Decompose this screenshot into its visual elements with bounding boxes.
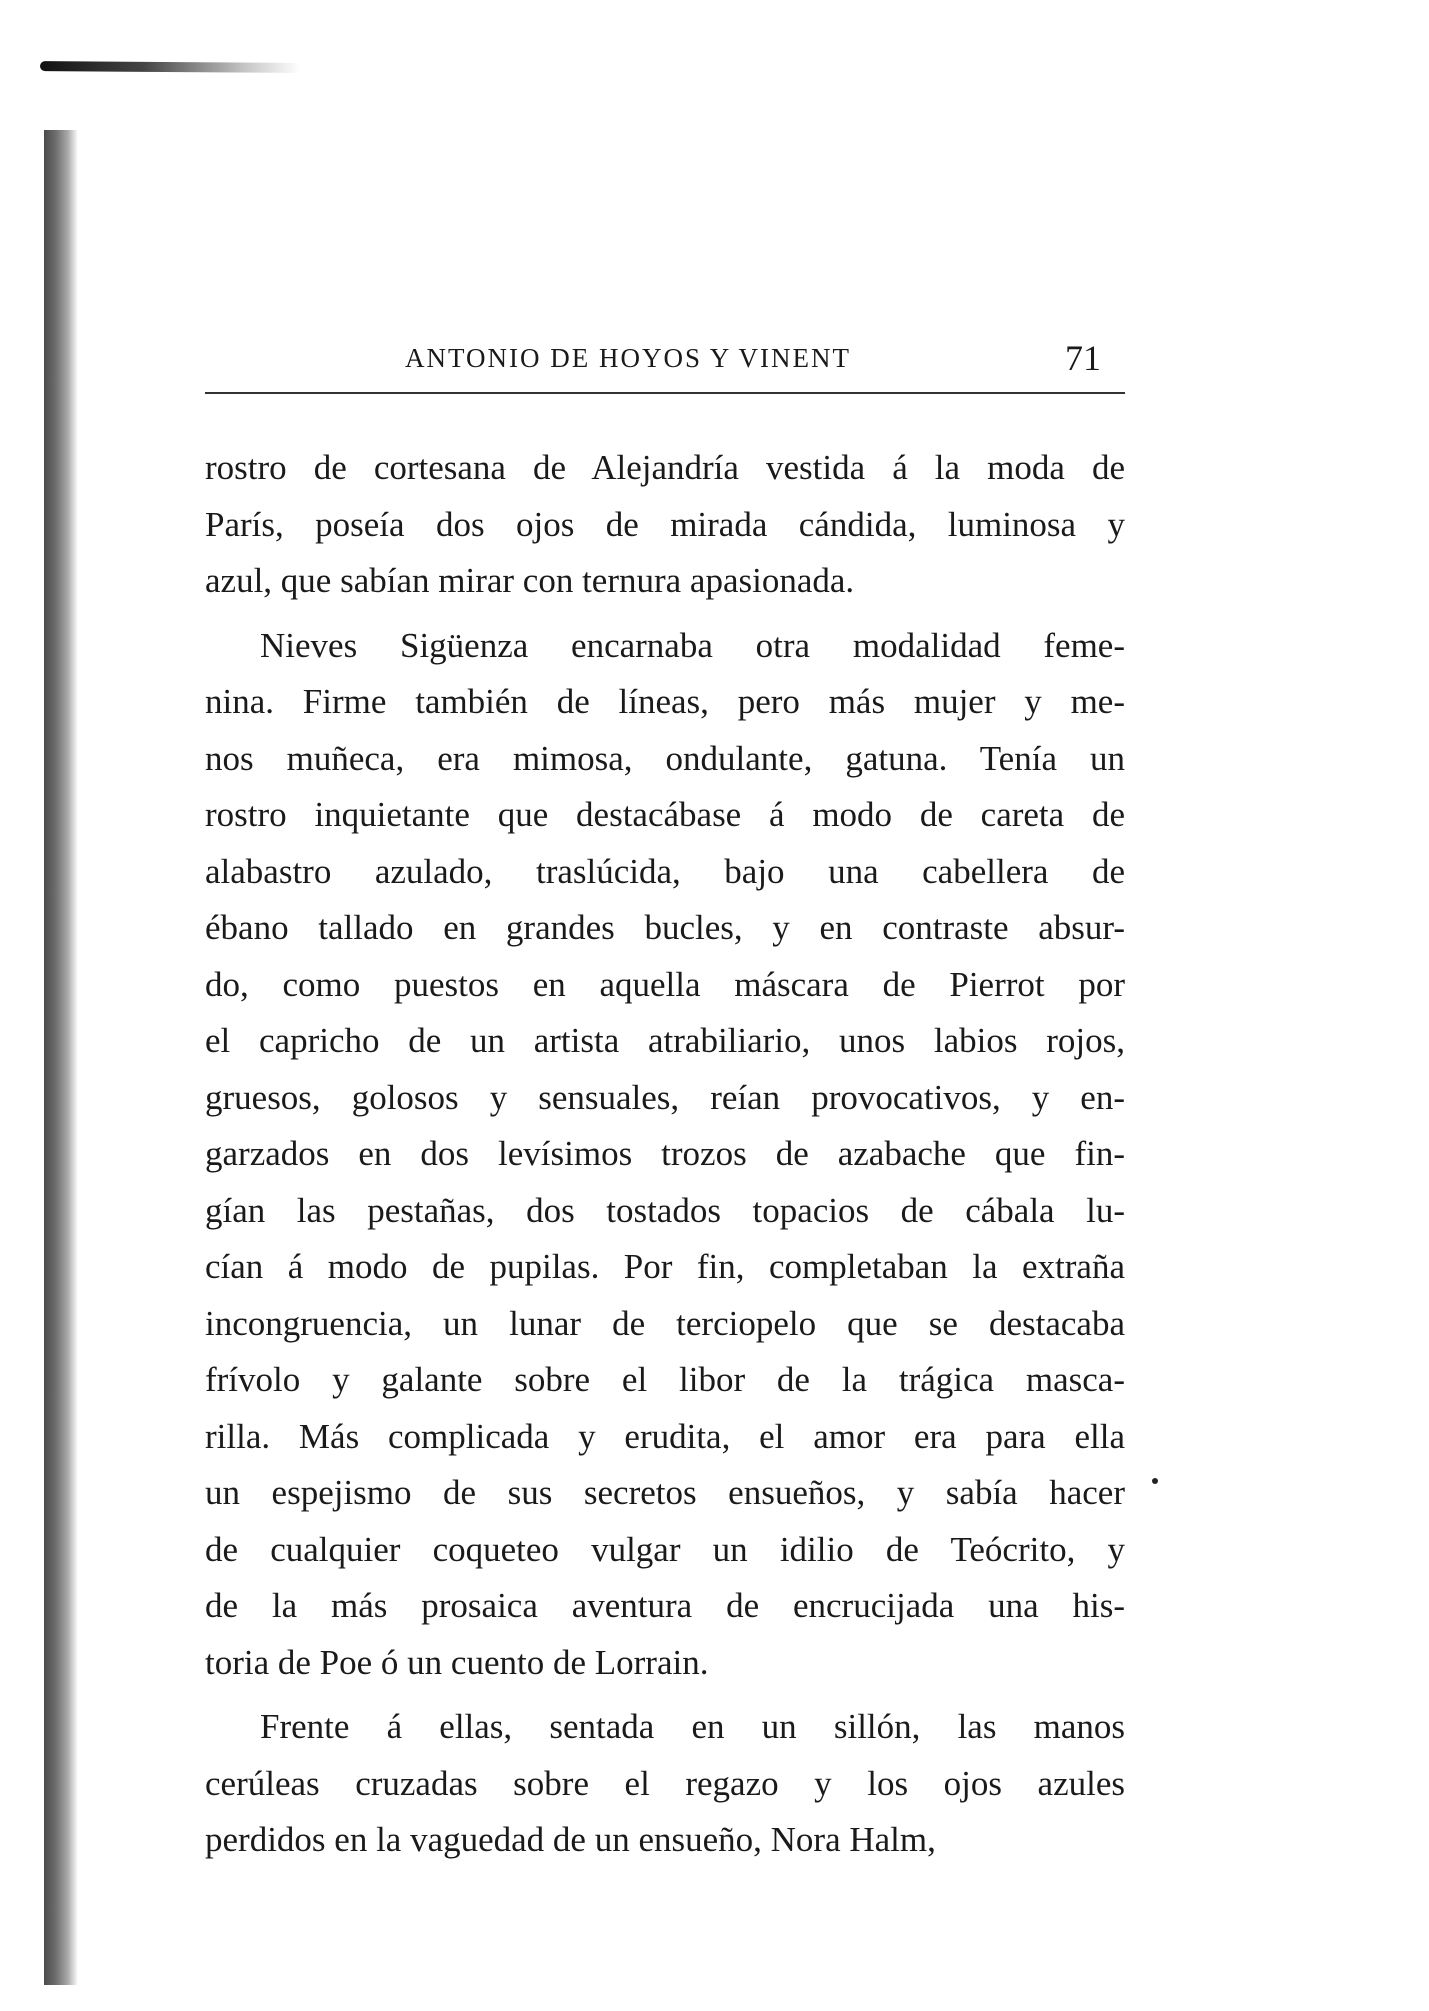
text-line: cían á modo de pupilas. Por fin, completaban la extraña [205,1247,1125,1286]
text-line: azul, que sabían mirar con ternura apasionada. [205,561,855,600]
paragraph [205,618,1125,1692]
text-line: gían las pestañas, dos tostados topacios de cábala lu- [205,1190,1125,1230]
ink-speck [1152,1478,1158,1484]
text-line: de cualquier coqueteo vulgar un idilio de Teócrito, y [205,1529,1125,1569]
text-line: frívolo y galante sobre el libor de la trágica masca- [205,1360,1125,1399]
running-title: ANTONIO DE HOYOS Y VINENT [405,343,851,373]
text-line: nina. Firme también de líneas, pero más mujer y me- [205,682,1125,721]
text-line: incongruencia, un lunar de terciopelo que se destacaba [205,1303,1125,1343]
text-line: rostro inquietante que destacábase á modo de careta de [205,795,1125,834]
text-line: Nieves Sigüenza encarnaba otra modalidad feme- [260,625,1125,665]
text-line: el capricho de un artista atrabiliario, unos labios rojos, [205,1021,1125,1060]
text-line: ébano tallado en grandes bucles, y en contraste absur- [205,908,1125,947]
text-line: do, como puestos en aquella máscara de Pierrot por [205,964,1125,1004]
text-line: gruesos, golosos y sensuales, reían provocativos, y en- [205,1077,1125,1117]
paragraph [205,440,1125,610]
text-line: garzados en dos levísimos trozos de azabache que fin- [205,1134,1125,1173]
text-line: rilla. Más complicada y erudita, el amor era para ella [205,1416,1125,1456]
page-number: 71 [1065,338,1101,378]
text-line: alabastro azulado, traslúcida, bajo una cabellera de [205,851,1125,891]
text-line: cerúleas cruzadas sobre el regazo y los ojos azules [205,1763,1125,1803]
text-line: un espejismo de sus secretos ensueños, y sabía hacer [205,1473,1125,1512]
text-line: París, poseía dos ojos de mirada cándida, luminosa y [205,504,1125,544]
body-text [205,440,1125,1869]
book-binding-shadow [44,130,78,1985]
text-line: rostro de cortesana de Alejandría vestida á la moda de [205,448,1125,487]
text-line: perdidos en la vaguedad de un ensueño, Nora Halm, [205,1820,936,1859]
text-line: Frente á ellas, sentada en un sillón, las manos [260,1707,1125,1746]
text-line: toria de Poe ó un cuento de Lorrain. [205,1642,709,1682]
header-rule [205,392,1125,394]
text-line: nos muñeca, era mimosa, ondulante, gatuna. Tenía un [205,738,1125,778]
paragraph [205,1699,1125,1869]
scan-smudge [40,61,300,73]
text-line: de la más prosaica aventura de encrucijada una his- [205,1586,1125,1625]
